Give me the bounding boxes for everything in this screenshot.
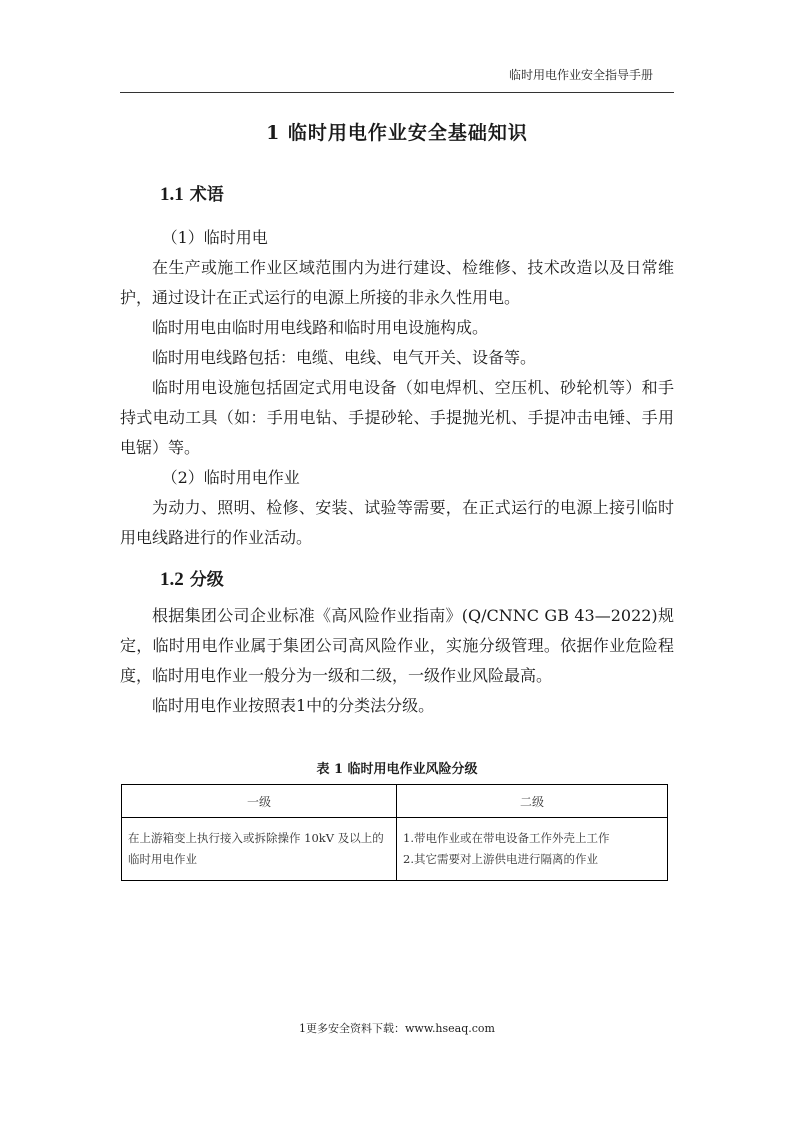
chapter-title: 1 临时用电作业安全基础知识: [266, 122, 528, 144]
section-title-terms: [160, 180, 224, 206]
paragraph: 临时用电线路包括：电缆、电线、电气开关、设备等。: [152, 348, 537, 367]
header-divider: [120, 92, 674, 93]
level-2-item: 2.其它需要对上游供电进行隔离的作业: [403, 852, 598, 866]
running-header: 临时用电作业安全指导手册: [508, 68, 653, 82]
paragraph: 临时用电设施包括固定式用电设备（如电焊机、空压机、砂轮机等）和手持式电动工具（如：手用电钻、手提砂轮、手提抛光机、手提冲击电锤、手用电锯）等。: [120, 378, 674, 457]
paragraph: 根据集团公司企业标准《高风险作业指南》(Q/CNNC GB 43—2022)规定，临时用电作业属于集团公司高风险作业，实施分级管理。依据作业危险程度，临时用电作业一般分为一级和二级，一级作业风险最高。: [120, 606, 674, 685]
column-header-level-1: 一级: [122, 785, 397, 818]
section-heading: 分级: [189, 570, 224, 590]
section-number: 1.2: [160, 569, 184, 590]
section-title-grading: [160, 565, 224, 591]
section-number: 1.1: [160, 184, 184, 205]
table-row: [122, 818, 668, 881]
level-2-item: 1.带电作业或在带电设备工作外壳上工作: [403, 831, 610, 845]
risk-level-table: [121, 784, 668, 881]
column-header-level-2: 二级: [397, 785, 668, 818]
page-footer: 1更多安全资料下载：www.hseaq.com: [299, 1022, 495, 1035]
grading-body: [120, 601, 674, 721]
term-heading-temporary-power: （1）临时用电: [161, 228, 268, 247]
term-heading-temporary-power-work: （2）临时用电作业: [161, 468, 300, 487]
section-heading: 术语: [189, 185, 224, 205]
paragraph: 临时用电作业按照表1中的分类法分级。: [152, 696, 435, 715]
level-2-cell: [397, 818, 668, 881]
terms-body: [120, 223, 674, 553]
paragraph: 在生产或施工作业区域范围内为进行建设、检维修、技术改造以及日常维护，通过设计在正式运行的电源上所接的非永久性用电。: [120, 258, 674, 307]
paragraph: 为动力、照明、检修、安装、试验等需要，在正式运行的电源上接引临时用电线路进行的作业活动。: [120, 498, 674, 547]
table-caption: 表 1 临时用电作业风险分级: [316, 762, 478, 777]
paragraph: 临时用电由临时用电线路和临时用电设施构成。: [152, 318, 489, 337]
table-header-row: [122, 785, 668, 818]
level-1-cell: 在上游箱变上执行接入或拆除操作 10kV 及以上的临时用电作业: [122, 818, 397, 881]
